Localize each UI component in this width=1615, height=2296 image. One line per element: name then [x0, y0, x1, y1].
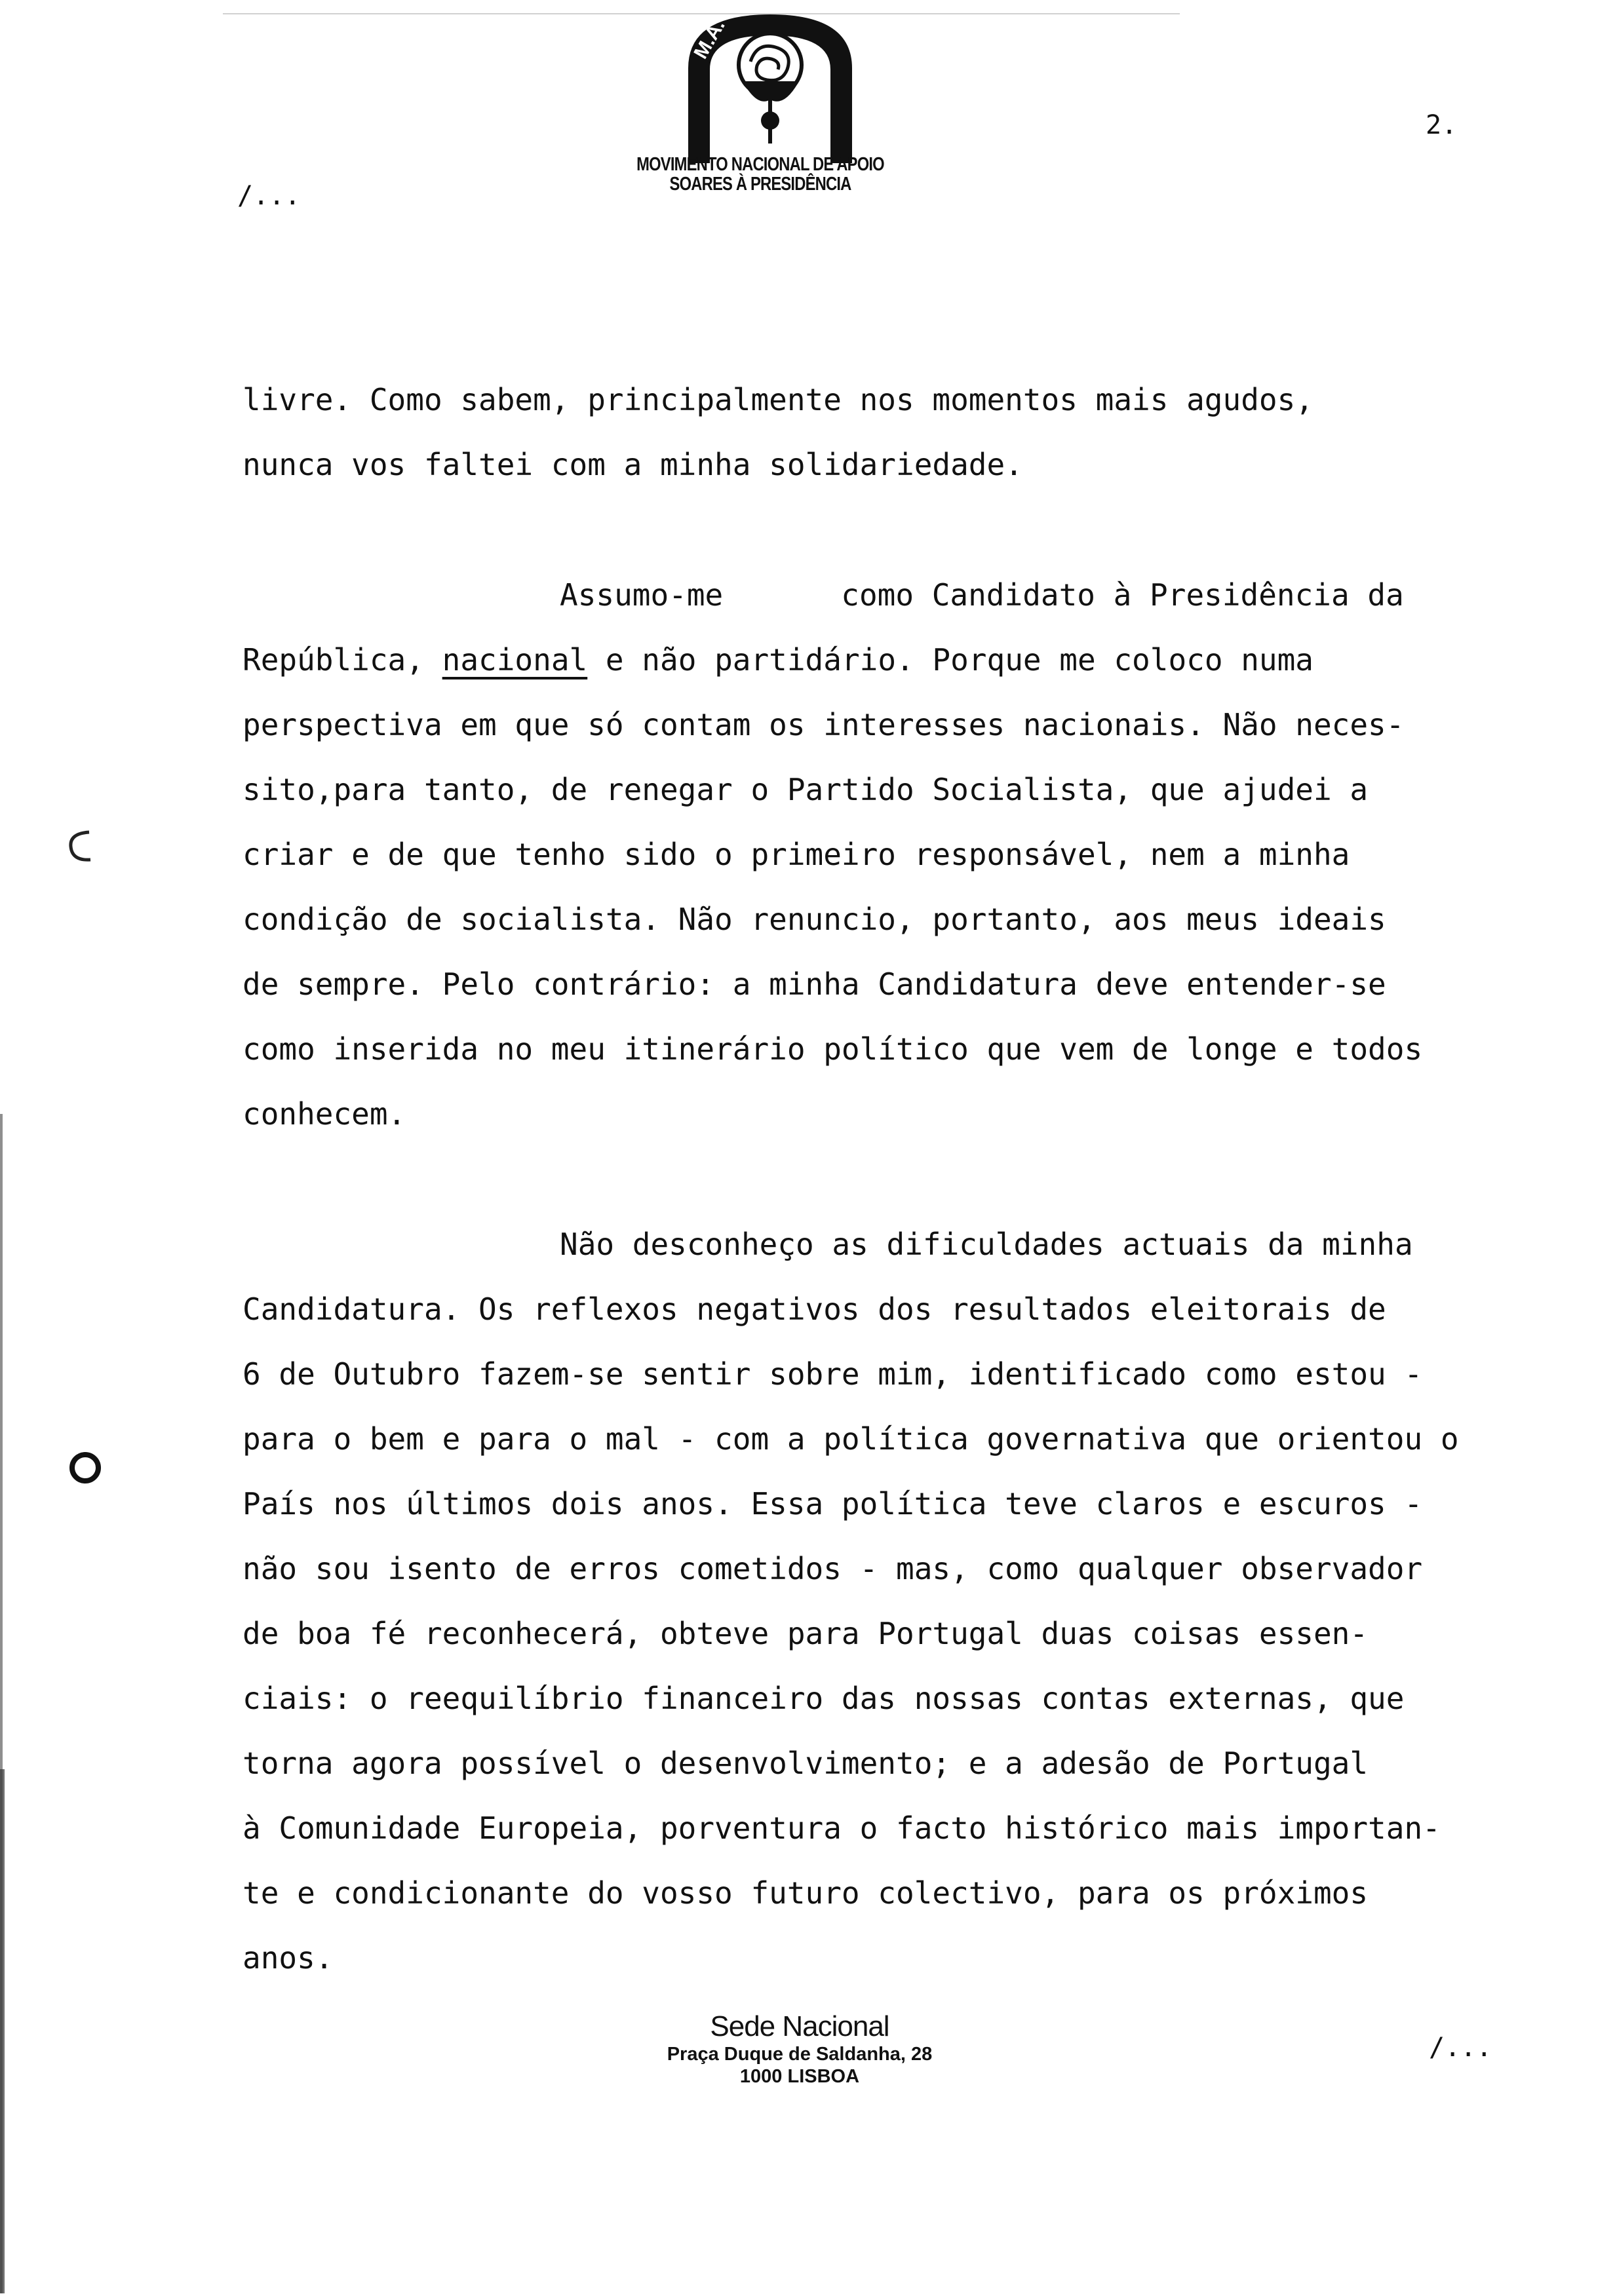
body-line: te e condicionante do vosso futuro colectivo, para os próximos: [243, 1875, 1369, 1911]
body-line: 6 de Outubro fazem-se sentir sobre mim, identificado como estou -: [243, 1356, 1423, 1392]
body-line: nunca vos faltei com a minha solidariedade.: [243, 447, 1023, 482]
footer-address-line2: 1000 LISBOA: [739, 2066, 860, 2087]
body-line: torna agora possível o desenvolvimento; e a adesão de Portugal: [243, 1746, 1369, 1781]
continuation-mark-bottom: /...: [1429, 2033, 1492, 2063]
punch-hole-mark: [66, 827, 98, 866]
paragraph-gap: [243, 1160, 1553, 1226]
scan-edge-shadow-dark: [0, 1769, 5, 2293]
organization-name: [621, 155, 900, 194]
body-line: anos.: [243, 1940, 334, 1976]
body-line: para o bem e para o mal - com a política governativa que orientou o: [243, 1421, 1459, 1457]
body-line: conhecem.: [243, 1096, 406, 1132]
page-number: 2.: [1426, 110, 1458, 140]
letterhead-footer: [603, 2010, 996, 2088]
organization-line2: SOARES À PRESIDÊNCIA: [669, 174, 851, 195]
footer-title: Sede Nacional: [710, 2010, 889, 2042]
text-span: como Candidato à Presidência da: [841, 577, 1404, 613]
body-line: País nos últimos dois anos. Essa política teve claros e escuros -: [243, 1486, 1423, 1521]
body-line: livre. Como sabem, principalmente nos momentos mais agudos,: [243, 382, 1313, 417]
body-line: criar e de que tenho sido o primeiro responsável, nem a minha: [243, 837, 1350, 872]
body-line: não sou isento de erros cometidos - mas, como qualquer observador: [243, 1551, 1423, 1586]
body-line: Candidatura. Os reflexos negativos dos resultados eleitorais de: [243, 1292, 1386, 1327]
movement-logo: [659, 9, 882, 166]
body-line: de boa fé reconhecerá, obteve para Portugal duas coisas essen-: [243, 1616, 1369, 1651]
body-line: [243, 577, 1553, 641]
underlined-word: nacional: [442, 642, 588, 678]
body-line: condição de socialista. Não renuncio, portanto, aos meus ideais: [243, 902, 1386, 937]
body-line: sito,para tanto, de renegar o Partido Socialista, que ajudei a: [243, 772, 1369, 807]
body-line: à Comunidade Europeia, porventura o facto histórico mais importan-: [243, 1810, 1441, 1846]
footer-address-line1: Praça Duque de Saldanha, 28: [667, 2044, 933, 2065]
organization-line1: MOVIMENTO NACIONAL DE APOIO: [636, 154, 884, 175]
body-line: ciais: o reequilíbrio financeiro das nossas contas externas, que: [243, 1681, 1405, 1716]
body-line: de sempre. Pelo contrário: a minha Candidatura deve entender-se: [243, 966, 1386, 1002]
body-line: como inserida no meu itinerário político que vem de longe e todos: [243, 1031, 1423, 1067]
svg-text:M.A.: M.A.: [690, 16, 730, 63]
text-span: e não partidário. Porque me coloco numa: [605, 642, 1314, 678]
text-span: República,: [243, 642, 424, 678]
body-line: perspectiva em que só contam os interesses nacionais. Não neces-: [243, 707, 1405, 742]
punch-hole-mark: [66, 1448, 105, 1487]
text-span: Assumo-me: [560, 577, 724, 613]
letter-body: [243, 381, 1553, 2004]
paragraph-gap: [243, 511, 1553, 577]
continuation-mark-top: /...: [237, 181, 301, 211]
body-line: [243, 641, 1553, 706]
body-line: Não desconheço as dificuldades actuais da minha: [560, 1227, 1413, 1262]
